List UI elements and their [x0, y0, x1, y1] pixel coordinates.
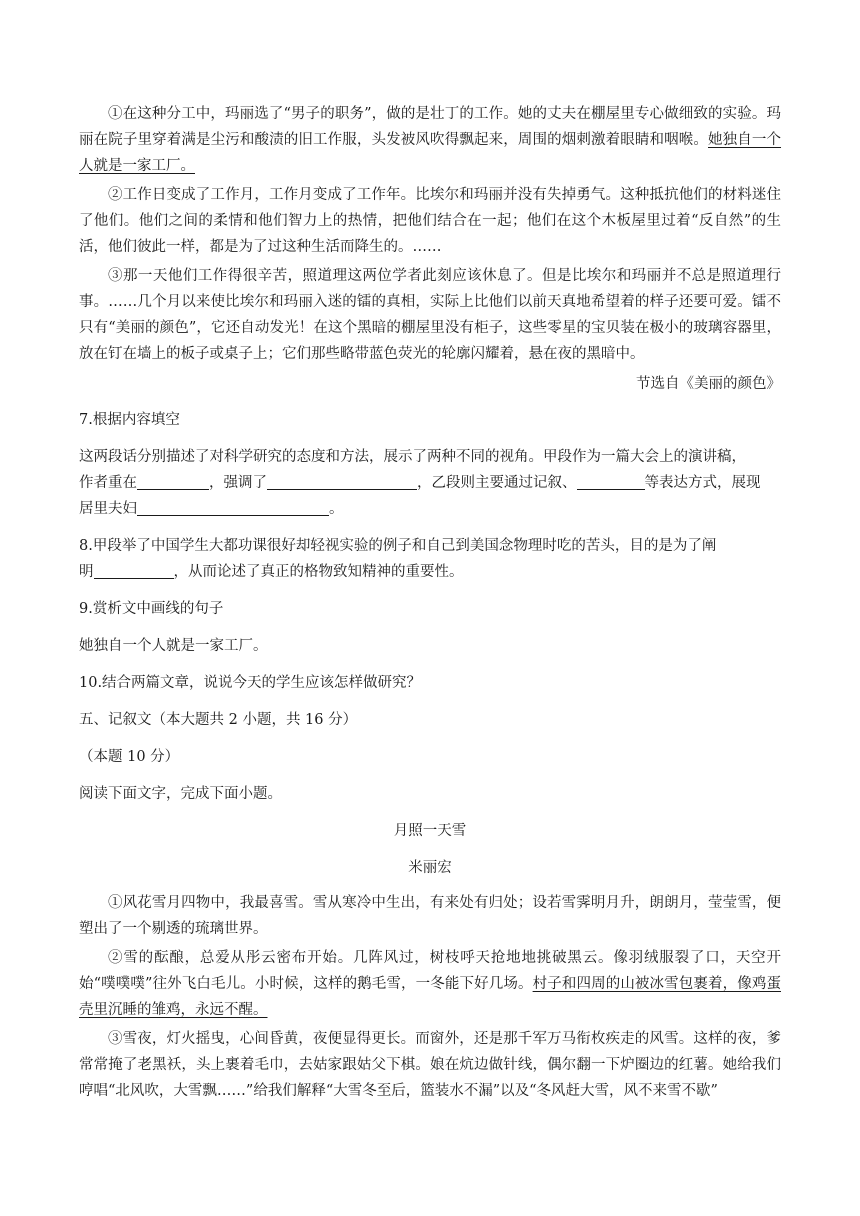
passage1-paragraph-1-text: ①在这种分工中，玛丽选了“男子的职务”，做的是壮丁的工作。她的丈夫在棚屋里专心做细致的实验。玛丽在院子里穿着满是尘污和酸渍的旧工作服，头发被风吹得飘起来，周围的烟刺激着眼睛和咽喉。 [79, 106, 781, 148]
question-10: 10.结合两篇文章，说说今天的学生应该怎样做研究？ [79, 675, 422, 691]
answer-blank-2[interactable] [267, 473, 417, 490]
question-7-line-1: 这两段话分别描述了对科学研究的态度和方法，展示了两种不同的视角。甲段作为一篇大会上的演讲稿， [79, 449, 746, 465]
question-8-line-2: 明 ，从而论述了真正的格物致知精神的重要性。 [79, 564, 464, 580]
article-title: 月照一天雪 [393, 823, 467, 839]
answer-blank-3[interactable] [577, 473, 645, 490]
question-7-title: 7.根据内容填空 [79, 412, 180, 428]
answer-blank-4[interactable] [137, 499, 329, 516]
answer-blank-1[interactable] [137, 473, 209, 490]
article-paragraph-1: ①风花雪月四物中，我最喜雪。雪从寒冷中生出，有来处有归处；设若雪霁明月升，朗朗月，莹莹雪，便塑出了一个剔透的琉璃世界。 [79, 895, 781, 937]
score-note: （本题 10 分） [79, 749, 180, 765]
article-paragraph-2 [79, 945, 781, 1023]
question-7-line-2: 作者重在 ，强调了 ，乙段则主要通过记叙、 等表达方式，展现 [79, 475, 761, 491]
article-paragraph-3: ③雪夜，灯火摇曳，心间昏黄，夜便显得更长。而窗外，还是那千军万马衔枚疾走的风雪。这样的夜，爹常常掩了老黑袄，头上裹着毛巾，去姑家跟姑父下棋。娘在炕边做针线，偶尔翻一下炉圈边的红薯。她给我们哼唱“北风吹，大雪飘……”给我们解释“大雪冬至后，篮装水不漏”以及“冬风赶大雪，风不来雪不歇” [79, 1031, 781, 1099]
question-7-line-3: 居里夫妇 。 [79, 501, 344, 517]
underlined-sentence-2: 村子和四周的山被冰雪包裹着，像鸡蛋壳里沉睡的雏鸡，永远不醒。 [79, 976, 781, 1018]
passage1-paragraph-3: ③那一天他们工作得很辛苦，照道理这两位学者此刻应该休息了。但是比埃尔和玛丽并不总是照道理行事。……几个月以来使比埃尔和玛丽入迷的镭的真相，实际上比他们以前天真地希望着的样子还要可爱。镭不只有“美丽的颜色”，它还自动发光！在这个黑暗的棚屋里没有柜子，这些零星的宝贝装在极小的玻璃容器里，放在钉在墙上的板子或桌子上；它们那些略带蓝色荧光的轮廓闪耀着，悬在夜的黑暗中。 [79, 268, 781, 362]
passage1-paragraph-2: ②工作日变成了工作月，工作月变成了工作年。比埃尔和玛丽并没有失掉勇气。这种抵抗他们的材料迷住了他们。他们之间的柔情和他们智力上的热情，把他们结合在一起；他们在这个木板屋里过着“反自然”的生活，他们彼此一样，都是为了过这种生活而降生的。…… [79, 187, 781, 255]
question-8-line-1: 8.甲段举了中国学生大都功课很好却轻视实验的例子和自己到美国念物理时吃的苦头，目的是为了阐 [79, 538, 717, 554]
passage-source: 节选自《美丽的颜色》 [636, 376, 781, 392]
passage1-paragraph-1 [79, 101, 781, 179]
question-9-title: 9.赏析文中画线的句子 [79, 601, 224, 617]
question-9-sentence: 她独自一个人就是一家工厂。 [79, 638, 268, 654]
article-paragraph-2-text: ②雪的酝酿，总爱从彤云密布开始。几阵风过，树枝呼天抢地地挑破黑云。像羽绒服裂了口，天空开始“噗噗噗”往外飞白毛儿。小时候，这样的鹅毛雪，一冬能下好几场。 [79, 950, 781, 992]
article-author: 米丽宏 [408, 860, 452, 876]
section-5-heading: 五、记叙文（本大题共 2 小题，共 16 分） [79, 712, 358, 728]
underlined-sentence: 她独自一个人就是一家工厂。 [79, 132, 782, 174]
reading-instruction: 阅读下面文字，完成下面小题。 [79, 786, 282, 802]
answer-blank-5[interactable] [94, 562, 174, 579]
